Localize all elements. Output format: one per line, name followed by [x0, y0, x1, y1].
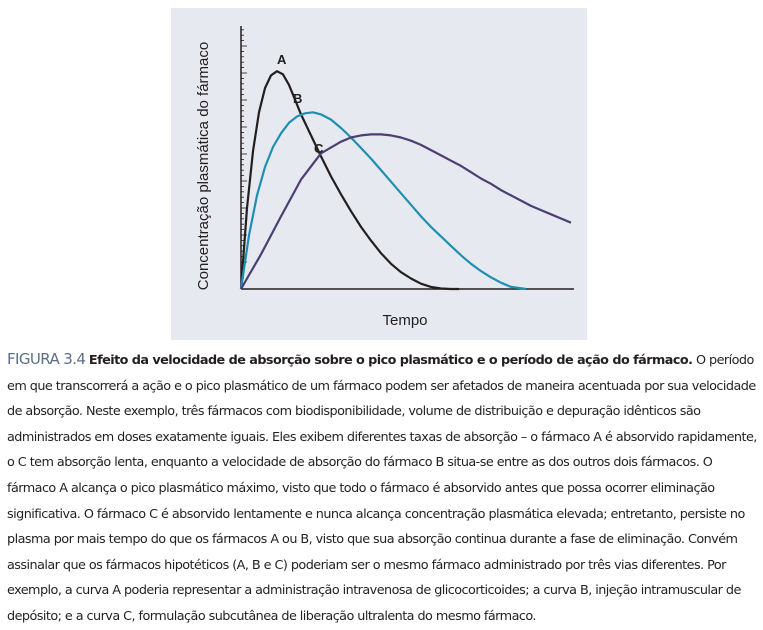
curve-label-B: B: [293, 91, 303, 106]
figure-caption-body: O período em que transcorrerá a ação e o pico plasmático de um fármaco podem ser afetados de maneira acentuada por sua velocidade de absorção. Neste exemplo, três fármacos com biodisponibilidade, volume de distribuição e depuração idênticos são administrados em doses exatamente iguais. Eles exibem diferentes taxas de absorção – o fármaco A é absorvido rapidamente, o C tem absorção lenta, enquanto a velocidade de absorção do fármaco B situa-se entre as dos outros dois fármacos. O fármaco A alcança o pico plasmático máximo, visto que todo o fármaco é absorvido antes que possa ocorrer eliminação significativa. O fármaco C é absorvido lentamente e nunca alcança concentração plasmática elevada; entretanto, persiste no plasma por mais tempo do que os fármacos A ou B, visto que sua absorção continua durante a fase de eliminação. Convém assinalar que os fármacos hipotéticos (A, B e C) poderiam ser o mesmo fármaco administrado por três vias diferentes. Por exemplo, a curva A poderia representar a administração intravenosa de glicocorticoides; a curva B, injeção intramuscular de depósito; e a curva C, formulação subcutânea de liberação ultralenta do mesmo fármaco.: [7, 353, 757, 624]
curve-label-A: A: [277, 52, 287, 67]
x-axis-label: Tempo: [382, 312, 428, 329]
figure-caption: [7, 347, 759, 630]
figure-number: FIGURA 3.4: [7, 350, 86, 368]
figure-panel: [171, 8, 587, 340]
curve-B: [241, 112, 526, 289]
curve-C: [241, 134, 571, 289]
figure-title: Efeito da velocidade de absorção sobre o pico plasmático e o período de ação do fármaco.: [88, 353, 693, 368]
y-axis-label: Concentração plasmática do fármaco: [195, 41, 212, 291]
pharmacokinetic-chart: [171, 8, 587, 340]
curve-label-C: C: [314, 141, 324, 156]
curve-A: [241, 71, 459, 289]
